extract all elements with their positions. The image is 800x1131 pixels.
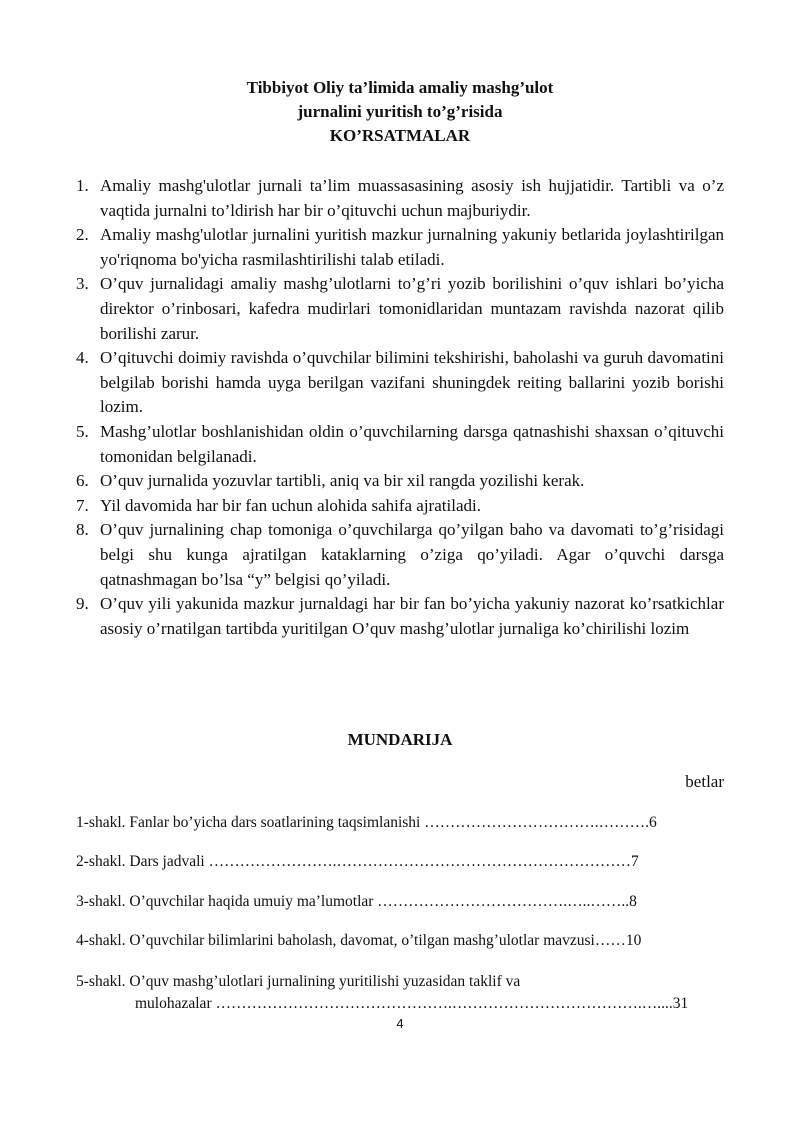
title-line-2: jurnalini yuritish to’g’risida xyxy=(297,102,503,121)
page-number: 4 xyxy=(396,1016,404,1031)
toc-pages-label: betlar xyxy=(685,772,724,791)
instruction-item xyxy=(72,494,724,519)
instruction-text: O’quv yili yakunida mazkur jurnaldagi har bir fan bo’yicha yakuniy nazorat ko’rsatkichlar asosiy o’rnatilgan tartibda yuritilgan O’quv mashg’ulotlar jurnaliga ko’chirilishi lozim xyxy=(100,594,724,638)
title-line-3: KO’RSATMALAR xyxy=(329,126,471,145)
instruction-text: O’quv jurnalining chap tomoniga o’quvchilarga qo’yilgan baho va davomati to’g’risidagi belgi shu kunga ajratilgan kataklarning o’ziga qo’yiladi. Agar o’quvchi darsga qatnashmagan bo’lsa “y” belgisi qo’yiladi. xyxy=(100,520,724,589)
instruction-number: 6. xyxy=(76,471,89,491)
instruction-number: 9. xyxy=(76,594,89,614)
instruction-text: O’quv jurnalida yozuvlar tartibli, aniq va bir xil rangda yozilishi kerak. xyxy=(100,471,585,491)
instruction-item xyxy=(72,592,724,641)
instruction-text: Mashg’ulotlar boshlanishidan oldin o’quvchilarning darsga qatnashishi shaxsan o’qituvchi tomonidan belgilanadi. xyxy=(100,421,724,466)
toc-entry[interactable]: 4-shakl. O’quvchilar bilimlarini baholash, davomat, o’tilgan mashg’ulotlar mavzusi……10 xyxy=(76,932,642,949)
instruction-number: 1. xyxy=(76,176,89,195)
instruction-number: 8. xyxy=(76,520,89,540)
instruction-number: 5. xyxy=(76,421,89,441)
instruction-text: O’quv jurnalidagi amaliy mashg’ulotlarni to’g’ri yozib borilishini o’quv ishlari bo’yicha direktor o’rinbosari, kafedra mudirlari tomonidlaridan muntazam ravishda nazorat qilib borilishi zarur. xyxy=(100,274,724,343)
instruction-item xyxy=(72,174,724,223)
instruction-text: O’qituvchi doimiy ravishda o’quvchilar bilimini tekshirishi, baholashi va guruh davomatini belgilab borishi hamda uyga berilgan vazifani shuningdek reiting ballarini yozib borishi lozim. xyxy=(100,348,724,417)
toc-entry-continuation[interactable]: mulohazalar ……………………………………….……………………………….…....31 xyxy=(135,995,689,1012)
instruction-text: Amaliy mashg'ulotlar jurnali ta’lim muassasasining asosiy ish hujjatidir. Tartibli va o’z vaqtida jurnalni to’ldirish har bir o’qituvchi uchun majburiydir. xyxy=(100,176,724,220)
instruction-text: Yil davomida har bir fan uchun alohida sahifa ajratiladi. xyxy=(100,495,481,515)
toc-entry[interactable]: 2-shakl. Dars jadvali …………………….…………………………………………………7 xyxy=(76,853,639,870)
instruction-item xyxy=(72,346,724,420)
instruction-item xyxy=(72,223,724,272)
instruction-number: 4. xyxy=(76,348,89,368)
toc-entry[interactable]: 3-shakl. O’quvchilar haqida umuiy ma’lumotlar ……………………………….…..……..8 xyxy=(76,893,637,910)
toc-entry[interactable]: 1-shakl. Fanlar bo’yicha dars soatlarining taqsimlanishi …………………………….……….6 xyxy=(76,814,657,831)
instruction-item xyxy=(72,469,724,494)
instruction-item xyxy=(72,420,724,469)
title-line-1: Tibbiyot Oliy ta’limida amaliy mashg’ulot xyxy=(246,78,554,97)
toc-title: MUNDARIJA xyxy=(347,730,453,749)
instructions-list xyxy=(72,174,724,641)
document-title xyxy=(0,76,800,148)
instruction-number: 3. xyxy=(76,274,89,294)
toc-entry[interactable]: 5-shakl. O’quv mashg’ulotlari jurnalining yuritilishi yuzasidan taklif va xyxy=(76,973,521,990)
instruction-number: 7. xyxy=(76,495,89,515)
instruction-text: Amaliy mashg'ulotlar jurnalini yuritish mazkur jurnalning yakuniy betlarida joylashtirilgan yo'riqnoma bo'yicha rasmilashtirilishi talab etiladi. xyxy=(100,225,724,269)
instruction-number: 2. xyxy=(76,225,89,245)
instruction-item xyxy=(72,518,724,592)
instruction-item xyxy=(72,272,724,346)
